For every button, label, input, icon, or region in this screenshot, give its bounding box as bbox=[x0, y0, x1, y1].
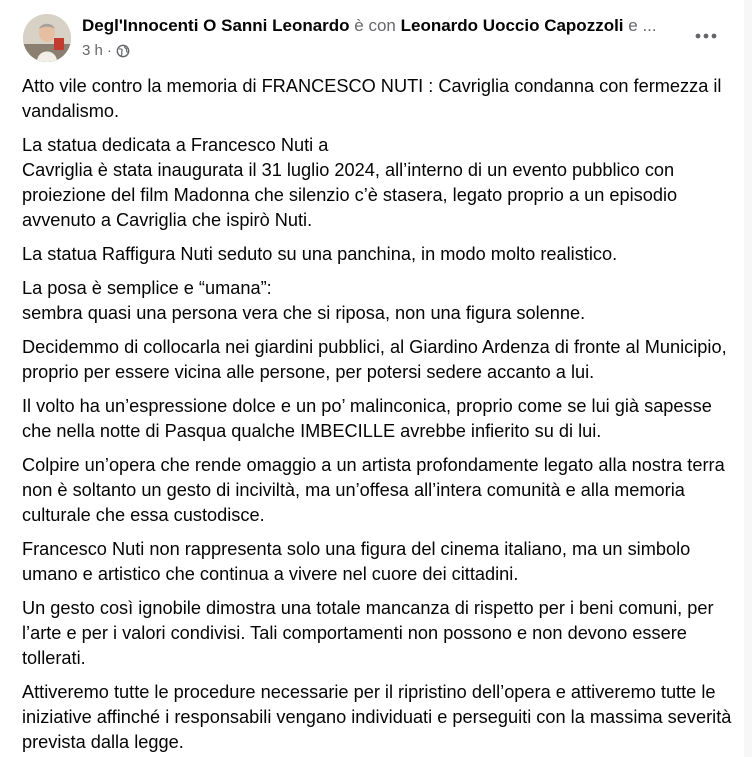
more-options-icon bbox=[695, 33, 717, 39]
author-avatar[interactable] bbox=[23, 14, 71, 62]
post-paragraph: Decidemmo di collocarla nei giardini pubblici, al Giardino Ardenza di fronte al Municipio, proprio per essere vicina alle persone, per potersi sedere accanto a lui. bbox=[22, 337, 727, 382]
post-paragraph: Atto vile contro la memoria di FRANCESCO NUTI : Cavriglia condanna con fermezza il vandalismo. bbox=[22, 76, 722, 121]
post-paragraph: Il volto ha un’espressione dolce e un po’ malinconica, proprio come se lui già sapesse che nella notte di Pasqua qualche IMBECILLE avrebbe infierito su di lui. bbox=[22, 396, 712, 441]
avatar-photo bbox=[23, 14, 71, 62]
post-meta bbox=[82, 41, 130, 61]
post-body bbox=[22, 74, 742, 757]
scrollbar-track[interactable] bbox=[744, 0, 752, 757]
author-name[interactable]: Degl'Innocenti O Sanni Leonardo bbox=[82, 16, 350, 35]
others-link[interactable]: e ... bbox=[628, 16, 657, 35]
post-paragraph: La statua Raffigura Nuti seduto su una panchina, in modo molto realistico. bbox=[22, 244, 618, 264]
globe-icon[interactable] bbox=[116, 44, 130, 58]
post-paragraph: La posa è semplice e “umana”: sembra quasi una persona vera che si riposa, non una figura solenne. bbox=[22, 278, 586, 323]
post-paragraph: Attiveremo tutte le procedure necessarie per il ripristino dell’opera e attiveremo tutte le iniziative affinché i responsabili vengano individuati e perseguiti con la massima severità prevista dalla legge. bbox=[22, 682, 732, 752]
post-paragraph: Colpire un’opera che rende omaggio a un artista profondamente legato alla nostra terra non è soltanto un gesto di inciviltà, ma un’offesa all’intera comunità e alla memoria culturale che essa custodisce. bbox=[22, 455, 725, 525]
post-timestamp[interactable]: 3 h bbox=[82, 42, 103, 59]
post-paragraph: La statua dedicata a Francesco Nuti a Cavriglia è stata inaugurata il 31 luglio 2024, all’interno di un evento pubblico con proiezione del film Madonna che silenzio c’è stasera, legato proprio a un episodio avvenuto a Cavriglia che ispirò Nuti. bbox=[22, 135, 678, 230]
more-options-button[interactable] bbox=[690, 22, 722, 50]
post-paragraph: Un gesto così ignobile dimostra una totale mancanza di rispetto per i beni comuni, per l’arte e per i valori condivisi. Tali comportamenti non possono e non devono essere tollerati. bbox=[22, 598, 714, 668]
with-text: è con bbox=[354, 16, 396, 35]
post-paragraph: Francesco Nuti non rappresenta solo una figura del cinema italiano, ma un simbolo umano e artistico che continua a vivere nel cuore dei cittadini. bbox=[22, 539, 691, 584]
post-header bbox=[0, 0, 752, 66]
author-line bbox=[82, 14, 692, 38]
meta-separator: · bbox=[106, 42, 112, 59]
tagged-person-name[interactable]: Leonardo Uoccio Capozzoli bbox=[400, 16, 624, 35]
